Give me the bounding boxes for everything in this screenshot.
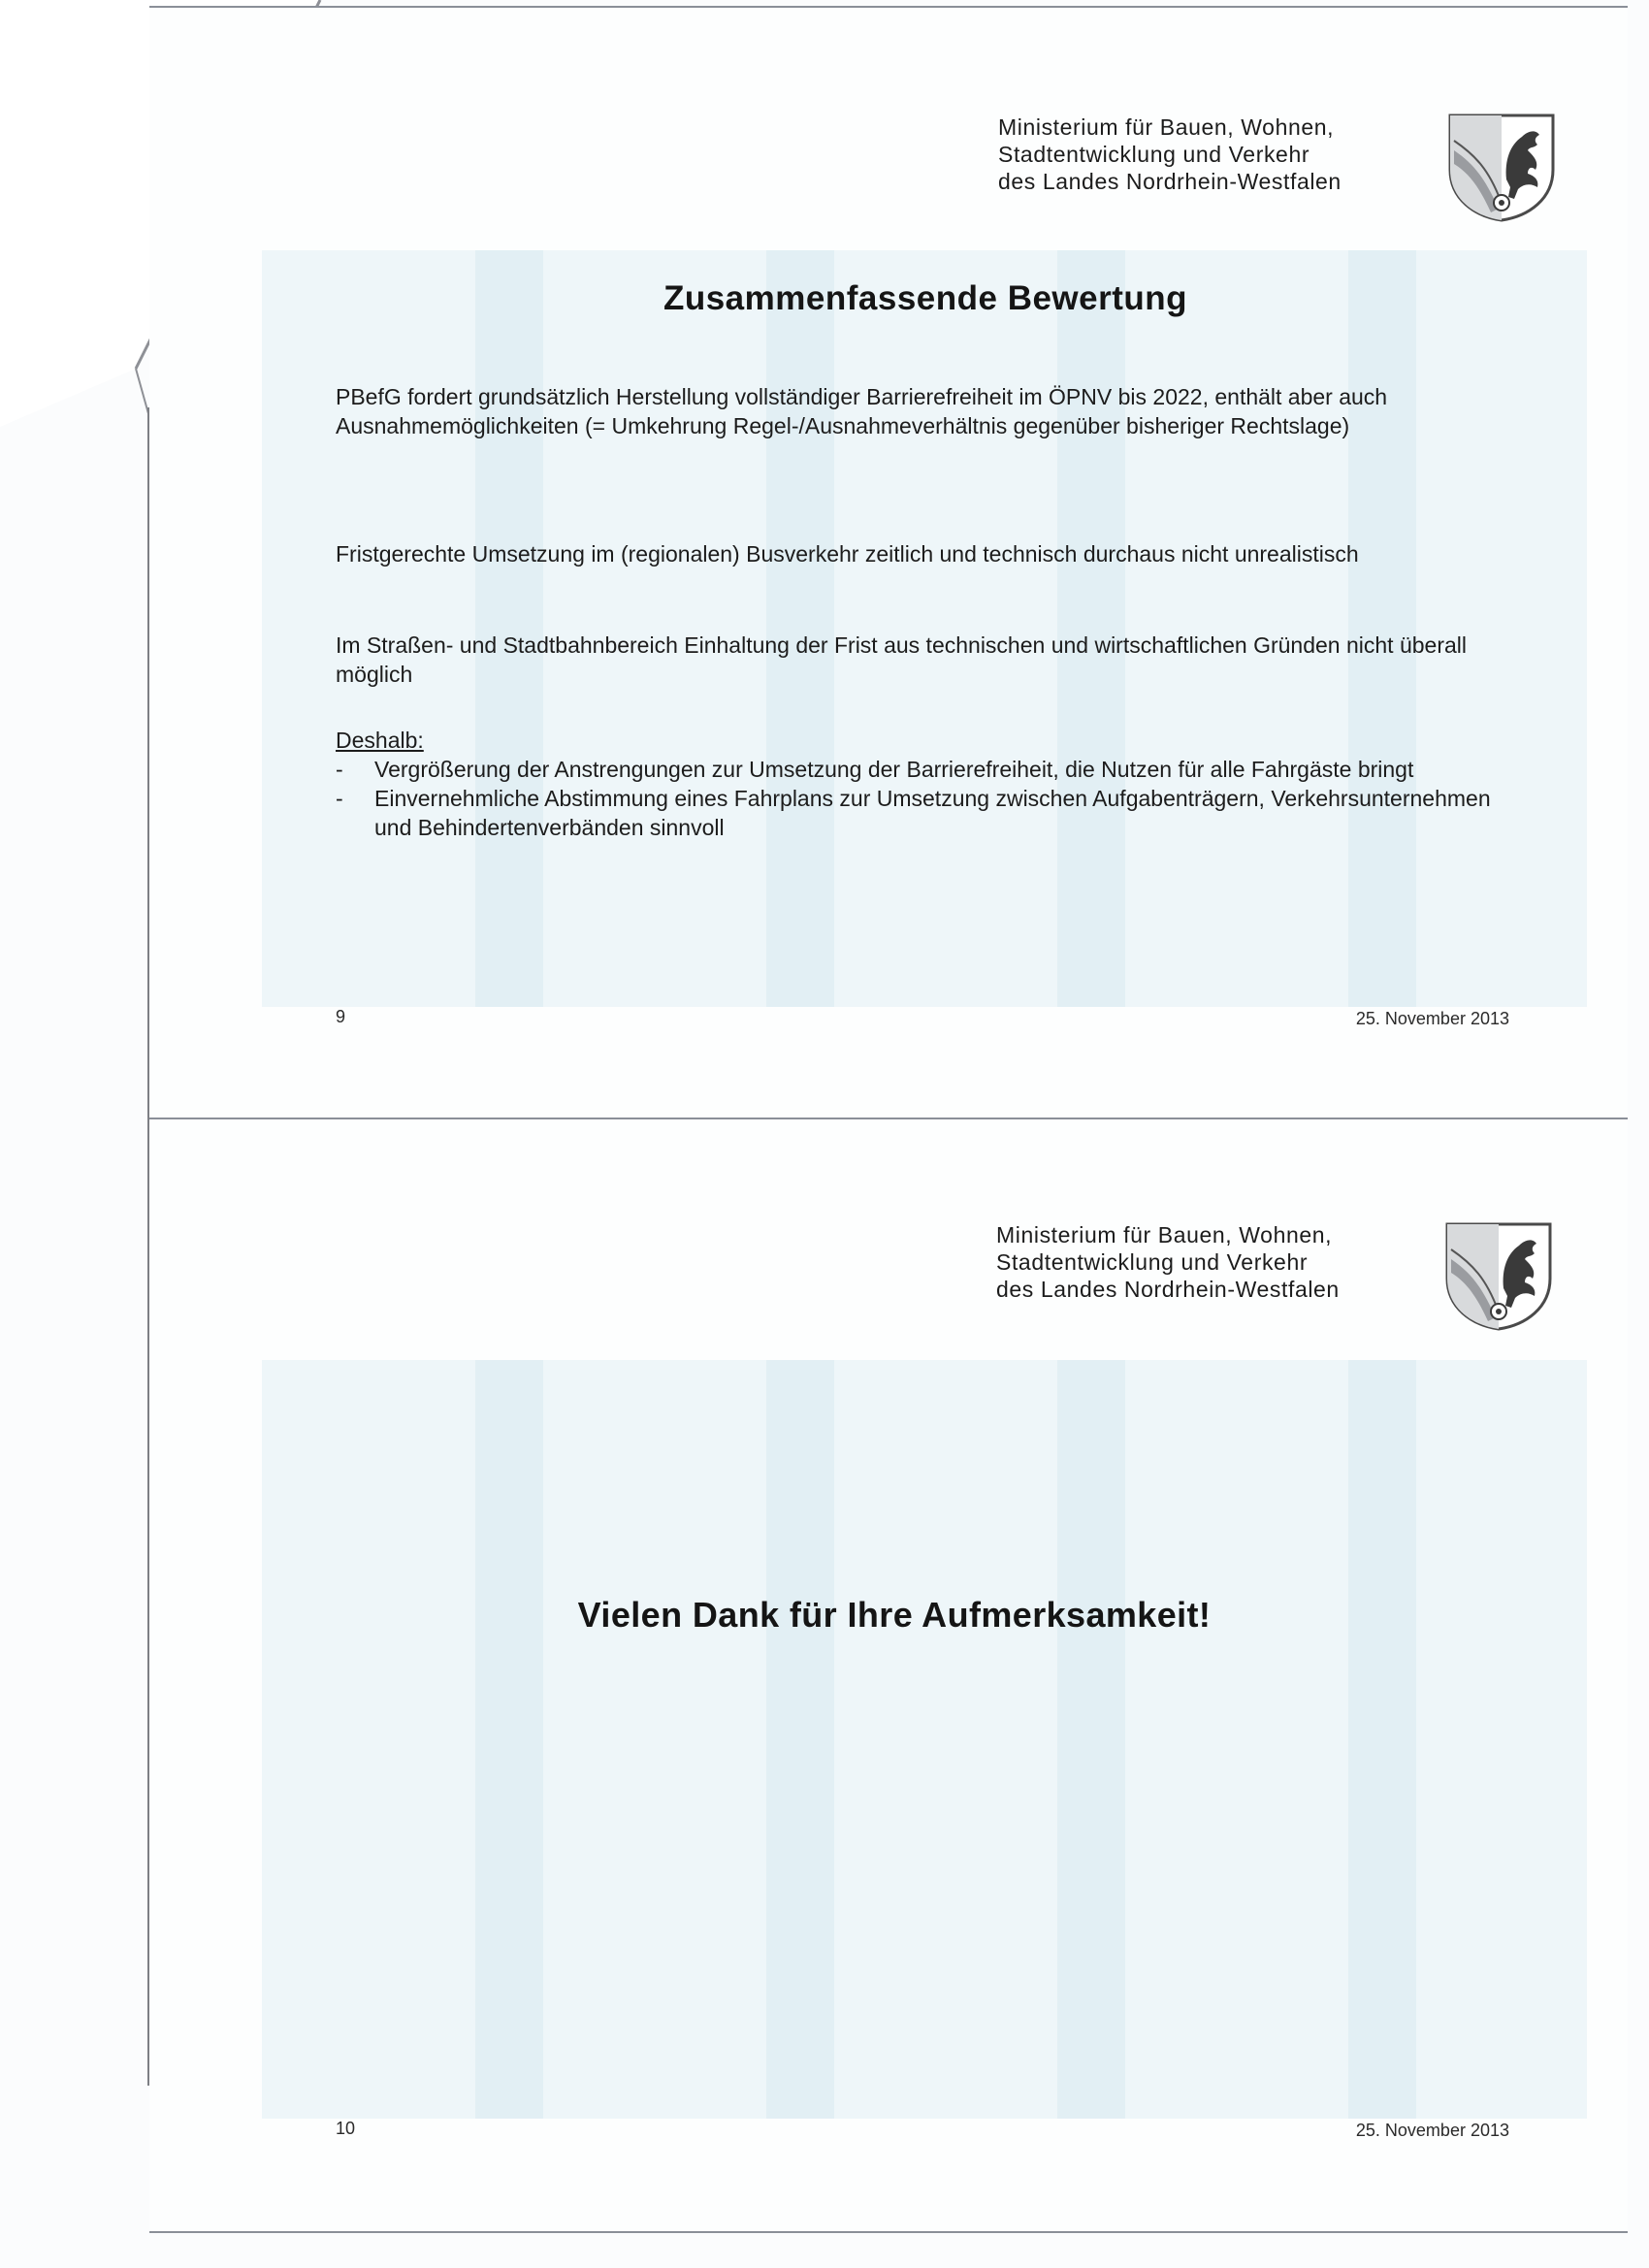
deshalb-label: Deshalb: [336, 728, 424, 753]
page-number: 9 [336, 1007, 346, 1026]
bullet-dash: - [336, 757, 343, 782]
list-item-text: Einvernehmliche Abstimmung eines Fahrplans zur Umsetzung zwischen Aufgabenträgern, Verkehrsunternehmen und Behindertenverbänden sinnvoll [374, 786, 1491, 840]
conclusion-list [336, 755, 1519, 842]
bleed-through-panel [262, 250, 1587, 1007]
slide-10 [149, 1118, 1628, 2233]
ministry-line-1: Ministerium für Bauen, Wohnen, [996, 1222, 1333, 1247]
list-item-text: Vergrößerung der Anstrengungen zur Umsetzung der Barrierefreiheit, die Nutzen für alle Fahrgäste bringt [374, 757, 1414, 782]
slide-title: Zusammenfassende Bewertung [663, 279, 1188, 317]
page-number: 10 [336, 2119, 356, 2138]
paragraph-2: Fristgerechte Umsetzung im (regionalen) Busverkehr zeitlich und technisch durchaus nicht unrealistisch [336, 541, 1359, 567]
ministry-line-2: Stadtentwicklung und Verkehr [998, 142, 1310, 167]
list-item [336, 755, 1519, 784]
list-item [336, 784, 1519, 842]
ministry-name [998, 113, 1342, 195]
nrw-crest-icon [1443, 1220, 1554, 1331]
ministry-name [996, 1221, 1340, 1303]
ministry-line-2: Stadtentwicklung und Verkehr [996, 1249, 1309, 1275]
ministry-line-1: Ministerium für Bauen, Wohnen, [998, 114, 1335, 140]
bleed-through-panel [262, 1360, 1587, 2119]
bullet-dash: - [336, 786, 343, 811]
paragraph-1: PBefG fordert grundsätzlich Herstellung vollständiger Barrierefreiheit im ÖPNV bis 2022, enthält aber auch Ausnahmemöglichkeiten (= Umkehrung Regel-/Ausnahmeverhältnis gegenüber bisheriger Rechtslage) [336, 384, 1388, 438]
paragraph-3: Im Straßen- und Stadtbahnbereich Einhaltung der Frist aus technischen und wirtschaftlichen Gründen nicht überall möglich [336, 632, 1467, 687]
slide-date: 25. November 2013 [1355, 2121, 1509, 2140]
closing-message: Vielen Dank für Ihre Aufmerksamkeit! [577, 1595, 1212, 1635]
conclusion-block [336, 726, 1519, 842]
ministry-line-3: des Landes Nordrhein-Westfalen [996, 1277, 1340, 1302]
nrw-crest-icon [1446, 112, 1557, 222]
slide-9 [149, 6, 1628, 1121]
ministry-line-3: des Landes Nordrhein-Westfalen [998, 169, 1342, 194]
slide-date: 25. November 2013 [1355, 1009, 1509, 1028]
